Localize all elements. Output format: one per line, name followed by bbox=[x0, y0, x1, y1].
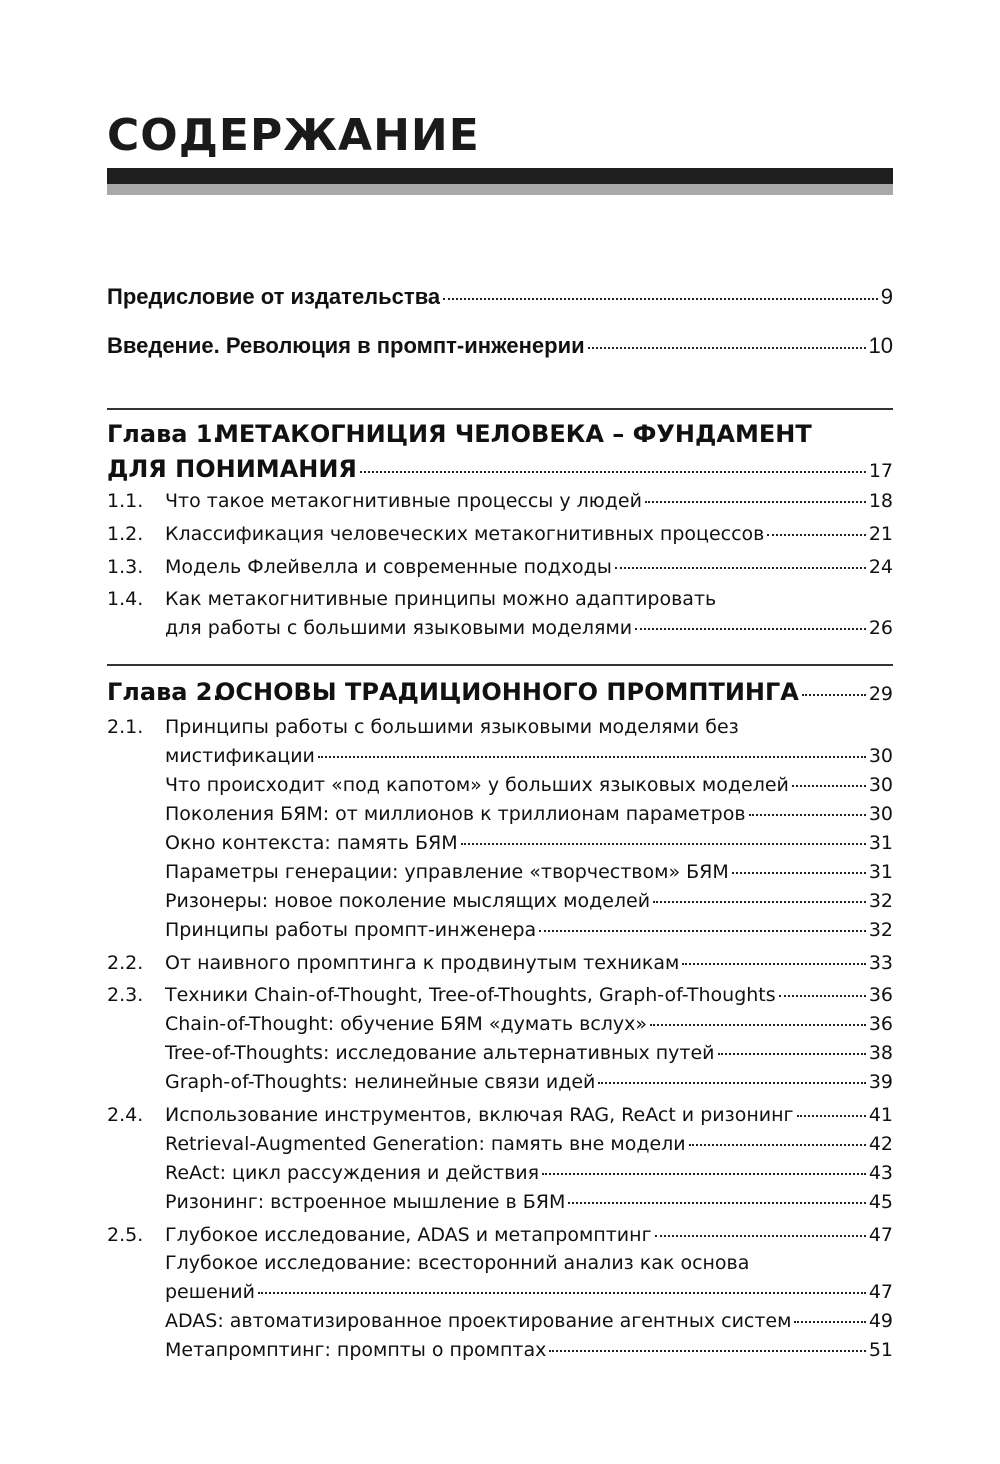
toc-page-number: 38 bbox=[868, 1042, 893, 1064]
toc-page-number: 30 bbox=[868, 803, 893, 825]
section-number: 2.2. bbox=[107, 952, 144, 974]
toc-page-number: 9 bbox=[880, 284, 893, 309]
toc-section-1-4[interactable] bbox=[107, 588, 716, 610]
toc-subsection[interactable] bbox=[165, 890, 893, 912]
section-number: 1.3. bbox=[107, 556, 144, 578]
subsection-title: ReAct: цикл рассуждения и действия bbox=[165, 1162, 540, 1184]
toc-page-number: 21 bbox=[868, 523, 893, 545]
section-title: Техники Chain-of-Thought, Tree-of-Thoughts, Graph-of-Thoughts bbox=[165, 984, 776, 1006]
leader-dots bbox=[461, 843, 866, 845]
toc-page-number: 17 bbox=[868, 460, 893, 482]
toc-page-number: 33 bbox=[868, 952, 893, 974]
toc-section-2-1-line2[interactable] bbox=[165, 745, 893, 767]
toc-section-2-5[interactable] bbox=[107, 1224, 893, 1246]
subsection-title: Метапромптинг: промпты о промптах bbox=[165, 1339, 547, 1361]
toc-subsection[interactable] bbox=[165, 919, 893, 941]
toc-page-number: 49 bbox=[868, 1310, 893, 1332]
subsection-title: Поколения БЯМ: от миллионов к триллионам параметров bbox=[165, 803, 746, 825]
toc-subsection[interactable] bbox=[165, 1339, 893, 1361]
toc-section-1-3[interactable] bbox=[107, 556, 893, 578]
leader-dots bbox=[615, 567, 866, 569]
toc-subsection[interactable] bbox=[165, 1013, 893, 1035]
chapter-divider bbox=[107, 408, 893, 410]
toc-entry-introduction[interactable] bbox=[107, 333, 893, 359]
toc-subsection[interactable] bbox=[165, 861, 893, 883]
leader-dots bbox=[802, 694, 866, 696]
toc-page-number: 32 bbox=[868, 890, 893, 912]
section-number: 1.2. bbox=[107, 523, 144, 545]
section-title: Что такое метакогнитивные процессы у людей bbox=[165, 490, 642, 512]
toc-section-2-3[interactable] bbox=[107, 984, 893, 1006]
toc-section-1-1[interactable] bbox=[107, 490, 893, 512]
section-number: 2.1. bbox=[107, 716, 144, 738]
leader-dots bbox=[443, 298, 878, 300]
toc-section-2-2[interactable] bbox=[107, 952, 893, 974]
chapter-label: Глава 1. bbox=[107, 420, 222, 448]
toc-subsection-line2[interactable] bbox=[165, 1281, 893, 1303]
toc-section-1-4-line2[interactable] bbox=[165, 617, 893, 639]
toc-page-number: 41 bbox=[868, 1104, 893, 1126]
leader-dots bbox=[767, 534, 865, 536]
section-title: Глубокое исследование, ADAS и метапромптинг bbox=[165, 1224, 652, 1246]
section-number: 2.4. bbox=[107, 1104, 144, 1126]
section-title: Классификация человеческих метакогнитивных процессов bbox=[165, 523, 765, 545]
toc-subsection-line1[interactable]: Глубокое исследование: всесторонний анализ как основа bbox=[165, 1252, 750, 1274]
leader-dots bbox=[682, 963, 865, 965]
toc-subsection[interactable] bbox=[165, 1133, 893, 1155]
toc-page-number: 31 bbox=[868, 861, 893, 883]
toc-page-number: 47 bbox=[868, 1224, 893, 1246]
subsection-title: Окно контекста: память БЯМ bbox=[165, 832, 458, 854]
leader-dots bbox=[635, 628, 866, 630]
subsection-title: Параметры генерации: управление «творчеством» БЯМ bbox=[165, 861, 729, 883]
toc-subsection[interactable] bbox=[165, 1071, 893, 1093]
subsection-title: Ризонеры: новое поколение мыслящих моделей bbox=[165, 890, 651, 912]
leader-dots bbox=[779, 995, 866, 997]
toc-section-2-1[interactable] bbox=[107, 716, 739, 738]
toc-page-number: 47 bbox=[868, 1281, 893, 1303]
leader-dots bbox=[718, 1053, 866, 1055]
subsection-title: Graph-of-Thoughts: нелинейные связи идей bbox=[165, 1071, 596, 1093]
chapter-title-line2: ДЛЯ ПОНИМАНИЯ bbox=[107, 455, 357, 483]
toc-page-number: 32 bbox=[868, 919, 893, 941]
chapter-2-heading[interactable] bbox=[107, 678, 893, 706]
subsection-title: ADAS: автоматизированное проектирование агентных систем bbox=[165, 1310, 792, 1332]
subsection-title-line2: решений bbox=[165, 1281, 255, 1303]
leader-dots bbox=[732, 872, 866, 874]
leader-dots bbox=[655, 1235, 866, 1237]
chapter-1-heading-line2[interactable] bbox=[107, 455, 893, 483]
section-title-line1: Как метакогнитивные принципы можно адаптировать bbox=[165, 588, 717, 610]
toc-page-number: 18 bbox=[868, 490, 893, 512]
leader-dots bbox=[598, 1082, 865, 1084]
subsection-title: Chain-of-Thought: обучение БЯМ «думать вслух» bbox=[165, 1013, 648, 1035]
leader-dots bbox=[549, 1350, 865, 1352]
toc-page-number: 39 bbox=[868, 1071, 893, 1093]
chapter-1-heading[interactable] bbox=[107, 420, 812, 448]
toc-entry-text: Предисловие от издательства bbox=[107, 284, 441, 309]
toc-page-number: 29 bbox=[868, 683, 893, 705]
toc-page-number: 31 bbox=[868, 832, 893, 854]
title-underline-bar bbox=[107, 168, 893, 195]
toc-section-1-2[interactable] bbox=[107, 523, 893, 545]
section-title-line2: мистификации bbox=[165, 745, 315, 767]
toc-page-number: 24 bbox=[868, 556, 893, 578]
chapter-title: ОСНОВЫ ТРАДИЦИОННОГО ПРОМПТИНГА bbox=[215, 678, 799, 706]
section-number: 2.5. bbox=[107, 1224, 144, 1246]
toc-page-number: 10 bbox=[868, 333, 893, 358]
toc-subsection[interactable] bbox=[165, 803, 893, 825]
toc-page-number: 51 bbox=[868, 1339, 893, 1361]
subsection-title: Tree-of-Thoughts: исследование альтернативных путей bbox=[165, 1042, 715, 1064]
leader-dots bbox=[318, 756, 866, 758]
toc-page-number: 26 bbox=[868, 617, 893, 639]
leader-dots bbox=[360, 471, 866, 473]
leader-dots bbox=[542, 1173, 866, 1175]
leader-dots bbox=[650, 1024, 866, 1026]
leader-dots bbox=[749, 814, 866, 816]
leader-dots bbox=[568, 1202, 865, 1204]
toc-entry-preface[interactable] bbox=[107, 284, 893, 310]
toc-subsection[interactable] bbox=[165, 1162, 893, 1184]
subsection-title: Retrieval-Augmented Generation: память вне модели bbox=[165, 1133, 686, 1155]
page-title: СОДЕРЖАНИЕ bbox=[107, 110, 480, 161]
toc-page-number: 43 bbox=[868, 1162, 893, 1184]
section-number: 2.3. bbox=[107, 984, 144, 1006]
section-title: Использование инструментов, включая RAG, ReAct и ризонинг bbox=[165, 1104, 794, 1126]
toc-section-2-4[interactable] bbox=[107, 1104, 893, 1126]
toc-subsection[interactable] bbox=[165, 832, 893, 854]
section-title: Модель Флейвелла и современные подходы bbox=[165, 556, 612, 578]
chapter-divider bbox=[107, 664, 893, 666]
toc-subsection[interactable] bbox=[165, 774, 893, 796]
toc-subsection[interactable] bbox=[165, 1191, 893, 1213]
leader-dots bbox=[653, 901, 866, 903]
section-number: 1.4. bbox=[107, 588, 144, 610]
leader-dots bbox=[794, 1321, 865, 1323]
section-title-line1: Принципы работы с большими языковыми моделями без bbox=[165, 716, 739, 738]
toc-entry-text: Введение. Революция в промпт-инженерии bbox=[107, 333, 585, 358]
leader-dots bbox=[797, 1115, 866, 1117]
toc-subsection[interactable] bbox=[165, 1042, 893, 1064]
subsection-title: Принципы работы промпт-инженера bbox=[165, 919, 537, 941]
toc-subsection[interactable] bbox=[165, 1310, 893, 1332]
toc-page-number: 30 bbox=[868, 745, 893, 767]
toc-page-number: 42 bbox=[868, 1133, 893, 1155]
toc-page-number: 30 bbox=[868, 774, 893, 796]
leader-dots bbox=[258, 1292, 866, 1294]
subsection-title: Ризонинг: встроенное мышление в БЯМ bbox=[165, 1191, 566, 1213]
section-title-line2: для работы с большими языковыми моделями bbox=[165, 617, 633, 639]
leader-dots bbox=[645, 501, 866, 503]
subsection-title: Что происходит «под капотом» у больших языковых моделей bbox=[165, 774, 789, 796]
toc-page-number: 45 bbox=[868, 1191, 893, 1213]
toc-page-number: 36 bbox=[868, 984, 893, 1006]
section-title: От наивного промптинга к продвинутым техникам bbox=[165, 952, 680, 974]
toc-page-number: 36 bbox=[868, 1013, 893, 1035]
leader-dots bbox=[689, 1144, 866, 1146]
leader-dots bbox=[792, 785, 866, 787]
leader-dots bbox=[588, 347, 866, 349]
chapter-title-line1: МЕТАКОГНИЦИЯ ЧЕЛОВЕКА – ФУНДАМЕНТ bbox=[215, 420, 812, 448]
leader-dots bbox=[539, 930, 866, 932]
chapter-label: Глава 2. bbox=[107, 678, 222, 706]
section-number: 1.1. bbox=[107, 490, 144, 512]
